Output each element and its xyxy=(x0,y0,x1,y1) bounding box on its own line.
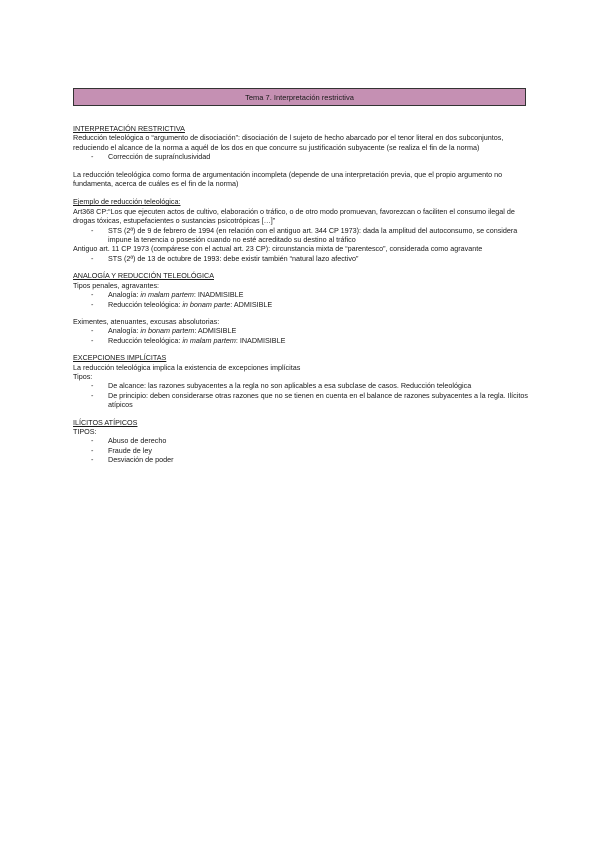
paragraph-art368 xyxy=(73,207,528,226)
paragraph-reduccion: Reducción teleológica o “argumento de disociación”: disociación de l sujeto de hecho abarcado por el tenor literal en dos subconjuntos, reduciendo el alcance de la norma a aquél de los dos en que concurre su justificación subyacente (se realiza el fin de la norma) xyxy=(73,133,504,152)
section-heading-excepciones: EXCEPCIONES IMPLÍCITAS xyxy=(73,353,167,363)
bullet-list-excepciones xyxy=(73,381,528,409)
subheading-tipos-ilicitos: TIPOS: xyxy=(73,426,97,436)
list-item: - Desviación de poder xyxy=(91,455,528,464)
list-item: - Reducción teleológica: in bonam parte: ADMISIBLE xyxy=(91,300,528,309)
list-item: - Abuso de derecho xyxy=(91,436,528,445)
paragraph-excepciones: La reducción teleológica implica la existencia de excepciones implícitas xyxy=(73,362,301,372)
list-item: - Analogía: in bonam partem: ADMISIBLE xyxy=(91,326,528,335)
section-heading-analogia: ANALOGÍA Y REDUCCIÓN TELEOLÓGICA xyxy=(73,271,214,281)
art-label: Art368 CP: xyxy=(73,206,109,216)
subheading-eximentes: Eximentes, atenuantes, excusas absolutorias: xyxy=(73,316,220,326)
bullet-list-ilicitos xyxy=(73,436,528,464)
list-item: - STS (2ª) de 9 de febrero de 1994 (en relación con el antiguo art. 344 CP 1973): dada la amplitud del autoconsumo, se considera impune la tenencia o posesión cuando no esté acreditado su destino al tráfico xyxy=(91,226,528,245)
subheading-tipos-penales: Tipos penales, agravantes: xyxy=(73,280,160,290)
section-heading-ilicitos: ILÍCITOS ATÍPICOS xyxy=(73,417,138,427)
list-item: - Analogía: in malam partem: INADMISIBLE xyxy=(91,290,528,299)
art-text: “Los que ejecuten actos de cultivo, elaboración o tráfico, o de otro modo promuevan, favorezcan o faciliten el consumo ilegal de drogas tóxicas, estupefacientes o sustancias psicotrópicas […]” xyxy=(73,206,515,226)
document-body xyxy=(73,124,528,465)
bullet-list-analogia1 xyxy=(73,290,528,309)
section-heading-interpretacion: INTERPRETACIÓN RESTRICTIVA xyxy=(73,124,185,133)
paragraph-argumentacion: La reducción teleológica como forma de argumentación incompleta (depende de una interpretación previa, que el propio argumento no fundamenta, acerca de cuáles es el fin de la norma) xyxy=(73,169,503,189)
list-item: - STS (2ª) de 13 de octubre de 1993: debe existir también “natural lazo afectivo” xyxy=(91,254,528,263)
list-item: - Reducción teleológica: in malam partem: INADMISIBLE xyxy=(91,336,528,345)
bullet-list-s1 xyxy=(73,152,528,161)
list-item: - Corrección de supraínclusividad xyxy=(91,152,528,161)
list-item: - De alcance: las razones subyacentes a la regla no son aplicables a esa subclase de casos. Reducción teleológica xyxy=(91,381,528,390)
paragraph-antiguo-art: Antiguo art. 11 CP 1973 (compárese con el actual art. 23 CP): circunstancia mixta de “parentesco”, considerada como agravante xyxy=(73,244,483,254)
bullet-list-analogia2 xyxy=(73,326,528,345)
section-heading-ejemplo: Ejemplo de reducción teleológica: xyxy=(73,197,181,207)
bullet-list-ex1 xyxy=(73,226,528,245)
bullet-list-ex2 xyxy=(73,254,528,263)
subheading-tipos: Tipos: xyxy=(73,371,93,381)
page-title: Tema 7. Interpretación restrictiva xyxy=(73,88,526,106)
list-item: - Fraude de ley xyxy=(91,446,528,455)
list-item: - De principio: deben considerarse otras razones que no se tienen en cuenta en el balance de razones subyacentes a la regla. Ilícitos atípicos xyxy=(91,391,528,410)
